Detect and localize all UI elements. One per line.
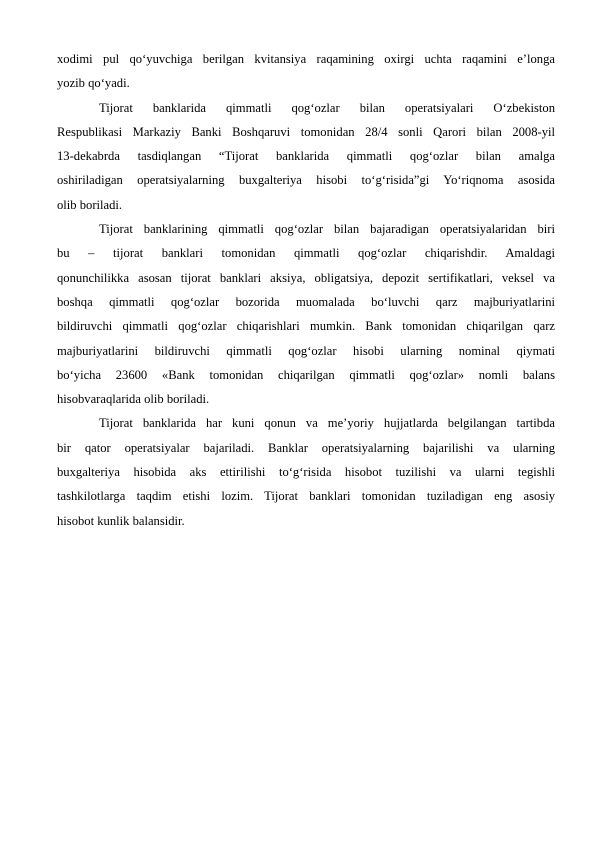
text-line: bildiruvchi qimmatli qog‘ozlar chiqarishlari mumkin. Bank tomonidan chiqarilgan qarz: [57, 319, 555, 334]
text-line: Tijorat banklarining qimmatli qog‘ozlar bilan bajaradigan operatsiyalaridan biri: [99, 222, 555, 237]
text-line: yozib qo‘yadi.: [57, 76, 130, 91]
text-line: hisobvaraqlarida olib boriladi.: [57, 392, 210, 407]
text-line: tashkilotlarga taqdim etishi lozim. Tijorat banklari tomonidan tuziladigan eng asosiy: [57, 489, 555, 504]
text-line: 13-dekabrda tasdiqlangan “Tijorat banklarida qimmatli qog‘ozlar bilan amalga: [57, 149, 555, 164]
paragraph-1: [57, 47, 555, 96]
paragraph-4: [57, 411, 555, 532]
text-line: buxgalteriya hisobida aks ettirilishi to‘g‘risida hisobot tuzilishi va ularni tegishli: [57, 465, 555, 480]
paragraph-2: [57, 96, 555, 217]
text-line: bu – tijorat banklari tomonidan qimmatli qog‘ozlar chiqarishdir. Amaldagi: [57, 246, 555, 261]
paragraph-3: [57, 217, 555, 411]
text-line: olib boriladi.: [57, 197, 123, 212]
text-line: xodimi pul qo‘yuvchiga berilgan kvitansiya raqamining oxirgi uchta raqamini e’longa: [57, 52, 555, 66]
text-line: boshqa qimmatli qog‘ozlar bozorida muomalada bo‘luvchi qarz majburiyatlarini: [57, 294, 555, 309]
text-line: bir qator operatsiyalar bajariladi. Banklar operatsiyalarning bajarilishi va ularning: [57, 440, 555, 455]
text-line: qonunchilikka asosan tijorat banklari aksiya, obligatsiya, depozit sertifikatlari, veksel va: [57, 270, 555, 285]
text-line: majburiyatlarini bildiruvchi qimmatli qog‘ozlar hisobi ularning nominal qiymati: [57, 343, 555, 358]
document-body: [57, 47, 555, 533]
text-line: oshiriladigan operatsiyalarning buxgalteriya hisobi to‘g‘risida”gi Yo‘riqnoma asosida: [57, 173, 555, 188]
text-line: Respublikasi Markaziy Banki Boshqaruvi tomonidan 28/4 sonli Qarori bilan 2008-yil: [57, 124, 555, 139]
text-line: bo‘yicha 23600 «Bank tomonidan chiqarilgan qimmatli qog‘ozlar» nomli balans: [57, 367, 555, 382]
text-line: hisobot kunlik balansidir.: [57, 513, 185, 528]
text-line: Tijorat banklarida har kuni qonun va me’yoriy hujjatlarda belgilangan tartibda: [99, 416, 555, 431]
text-line: Tijorat banklarida qimmatli qog‘ozlar bilan operatsiyalari O‘zbekiston: [99, 100, 555, 115]
